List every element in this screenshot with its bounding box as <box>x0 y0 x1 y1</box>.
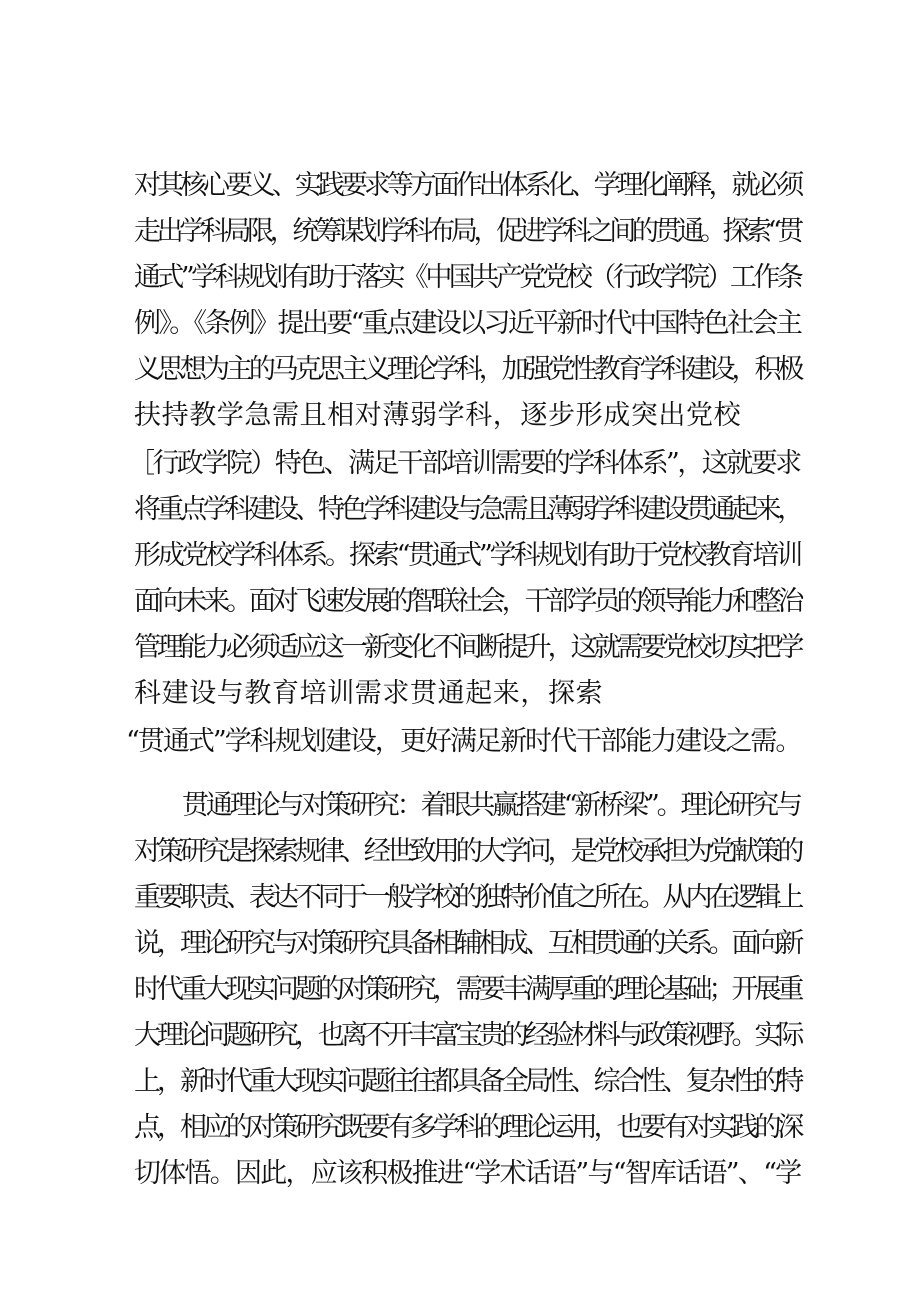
text-line: 点，相应的对策研究既要有多学科的理论运用，也要有对实践的深 <box>134 1112 801 1143</box>
text-line: 扶持教学急需且相对薄弱学科，逐步形成突出党校 <box>134 400 742 431</box>
text-line: 形成党校学科体系。探索“贯通式”学科规划有助于党校教育培训 <box>134 540 801 571</box>
text-line: 面向未来。面对飞速发展的智联社会，干部学员的领导能力和整治 <box>134 586 801 617</box>
text-line: 管理能力必须适应这一新变化不间断提升，这就需要党校切实把学 <box>134 632 801 663</box>
text-line: 将重点学科建设、特色学科建设与急需且薄弱学科建设贯通起来， <box>134 494 801 525</box>
text-line: 时代重大现实问题的对策研究，需要丰满厚重的理论基础；开展重 <box>134 974 801 1005</box>
text-line: 科建设与教育培训需求贯通起来，探索 <box>134 678 604 709</box>
text-line: 义思想为主的马克思主义理论学科，加强党性教育学科建设，积极 <box>134 354 801 385</box>
text-line: ［行政学院）特色、满足干部培训需要的学科体系”，这就要求 <box>128 448 800 479</box>
paragraph-first-line: 贯通理论与对策研究：着眼共赢搭建“新桥梁”。理论研究与 <box>182 790 800 821</box>
text-line: 切体悟。因此，应该积极推进“学术话语”与“智库话语”、“学 <box>134 1158 801 1189</box>
text-line: 大理论问题研究，也离不开丰富宝贵的经验材料与政策视野。实际 <box>134 1020 801 1051</box>
text-line: “贯通式”学科规划建设，更好满足新时代干部能力建设之需。 <box>126 726 801 757</box>
text-line: 上，新时代重大现实问题往往都具备全局性、综合性、复杂性的特 <box>134 1066 801 1097</box>
text-line: 走出学科局限，统筹谋划学科布局，促进学科之间的贯通。探索“贯 <box>134 216 800 247</box>
text-line: 例》。《条例》提出要“重点建设以习近平新时代中国特色社会主 <box>134 308 801 339</box>
text-line: 对其核心要义、实践要求等方面作出体系化、学理化阐释，就必须 <box>134 170 801 201</box>
text-line: 说，理论研究与对策研究具备相辅相成、互相贯通的关系。面向新 <box>134 928 801 959</box>
text-line: 通式”学科规划有助于落实《中国共产党党校（行政学院）工作条 <box>134 262 801 293</box>
text-line: 重要职责、表达不同于一般学校的独特价值之所在。从内在逻辑上 <box>134 882 801 913</box>
text-line: 对策研究是探索规律、经世致用的大学问，是党校承担为党献策的 <box>134 836 801 867</box>
